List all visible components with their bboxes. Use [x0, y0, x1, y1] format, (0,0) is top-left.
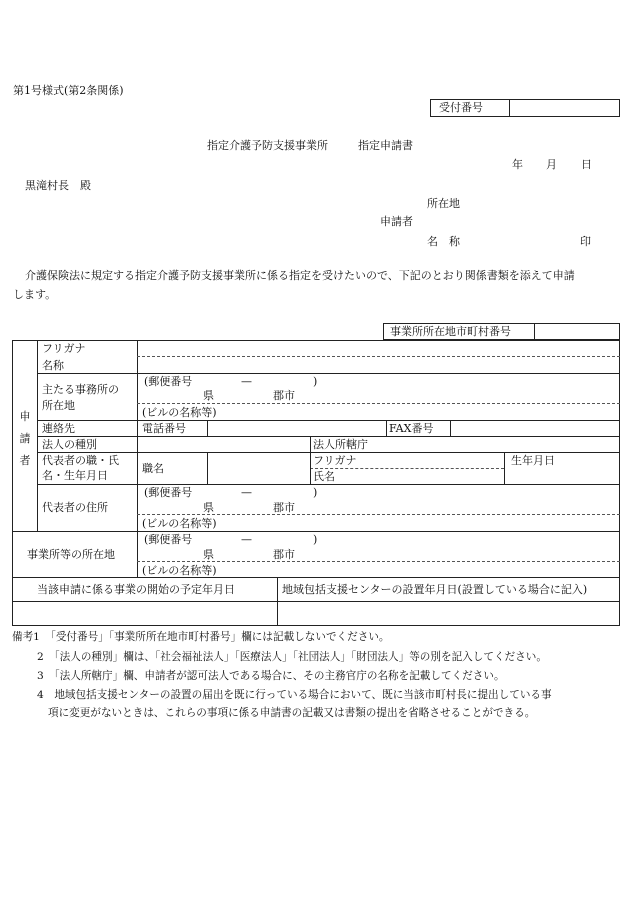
corp-divider [310, 436, 311, 452]
office-muni-divider [534, 323, 535, 340]
rep-birthdate-field[interactable] [506, 469, 619, 483]
corp-type-label: 法人の種別 [42, 438, 97, 451]
applicant-char-1: 申 [19, 410, 31, 423]
main-postal: (郵便番号 [144, 375, 193, 388]
note-1: 備考1 「受付番号」「事業所所在地市町村番号」欄には記載しないでください。 [12, 631, 390, 643]
corp-name-label: 名称 [42, 359, 64, 372]
office-location-label: 事業所等の所在地 [27, 548, 115, 561]
main-building: (ビルの名称等) [142, 406, 217, 419]
corp-type-field[interactable] [139, 437, 309, 451]
rep-postal-dash: — [241, 486, 252, 499]
rep-building: (ビルの名称等) [142, 517, 217, 530]
start-date-label: 当該申請に係る事業の開始の予定年月日 [37, 583, 235, 596]
start-date-field[interactable] [13, 602, 276, 625]
row-line [37, 452, 620, 453]
receipt-number-label: 受付番号 [439, 101, 483, 114]
document-title: 指定介護予防支援事業所 [207, 139, 328, 152]
rep-address-label: 代表者の住所 [42, 501, 108, 514]
office-postal: (郵便番号 [144, 533, 193, 546]
center-date-field[interactable] [278, 602, 619, 625]
note-4: 4 地域包括支援センターの設置の届出を既に行っている場合において、既に当該市町村長に提出している事 [37, 689, 552, 701]
rep-county: 郡市 [273, 501, 295, 514]
rep-postal: (郵便番号 [144, 486, 193, 499]
rep-label-2: 名・生年月日 [42, 469, 108, 482]
note-4-cont: 項に変更がないときは、これらの事項に係る申請書の記載又は書類の提出を省略させることができる。 [48, 707, 536, 719]
rep-name-label: 氏名 [313, 470, 335, 483]
intro-line-1: 介護保険法に規定する指定介護予防支援事業所に係る指定を受けたいので、下記のとおり関係書類を添えて申請 [25, 269, 575, 282]
rep-furigana-label: フリガナ [313, 454, 357, 467]
office-pref: 県 [203, 548, 214, 561]
seal-mark: 印 [580, 235, 591, 248]
main-postal-close: ) [313, 375, 318, 388]
main-pref: 県 [203, 389, 214, 402]
office-building: (ビルの名称等) [142, 564, 217, 577]
office-muni-label: 事業所所在地市町村番号 [390, 325, 511, 338]
document-title-suffix: 指定申請書 [358, 139, 413, 152]
main-office-label-1: 主たる事務所の [42, 383, 119, 396]
furigana-label: フリガナ [42, 342, 86, 355]
title-divider [207, 452, 208, 484]
form-number: 第1号様式(第2条関係) [13, 84, 124, 97]
applicant-char-3: 者 [19, 454, 31, 467]
date-year: 年 [512, 158, 523, 171]
row-line [37, 373, 620, 374]
name-label: 名 称 [427, 235, 460, 248]
corp-name-field[interactable] [139, 358, 619, 372]
office-postal-dash: — [241, 533, 252, 546]
rep-title-label: 職名 [142, 462, 164, 475]
rep-postal-close: ) [313, 486, 318, 499]
rep-birthdate-label: 生年月日 [511, 454, 555, 467]
fax-field[interactable] [452, 421, 619, 435]
rep-name-dash [310, 468, 504, 469]
receipt-divider [509, 99, 510, 117]
main-office-label-2: 所在地 [42, 399, 75, 412]
intro-line-2: します。 [13, 288, 57, 301]
label-col-line [137, 340, 138, 577]
rep-title-field[interactable] [209, 453, 309, 483]
receipt-number-field[interactable] [512, 100, 618, 116]
date-month: 月 [546, 158, 557, 171]
corp-authority-label: 法人所轄庁 [313, 438, 368, 451]
fax-divider [450, 420, 451, 436]
rep-address-dash [137, 514, 620, 515]
birthdate-divider [504, 452, 505, 484]
rep-pref: 県 [203, 501, 214, 514]
center-date-label: 地域包括支援センターの設置年月日(設置している場合に記入) [282, 583, 588, 596]
corp-authority-field[interactable] [388, 437, 619, 451]
fax-label: FAX番号 [389, 422, 434, 435]
main-office-dash [137, 403, 620, 404]
row-line [12, 531, 620, 532]
office-postal-close: ) [313, 533, 318, 546]
note-2: 2 「法人の種別」欄は、「社会福祉法人」「医療法人」「社団法人」「財団法人」等の別を記入してください。 [37, 651, 547, 663]
applicant-char-2: 請 [19, 432, 31, 445]
office-muni-field[interactable] [536, 324, 618, 339]
row-line [37, 484, 620, 485]
row-line [12, 577, 620, 578]
office-county: 郡市 [273, 548, 295, 561]
name-divider [310, 452, 311, 484]
phone-field[interactable] [209, 421, 385, 435]
furigana-dash [137, 356, 620, 357]
phone-label: 電話番号 [142, 422, 186, 435]
office-location-dash [137, 561, 620, 562]
rep-label-1: 代表者の職・氏 [42, 454, 119, 467]
phone-divider [207, 420, 208, 436]
contact-label: 連絡先 [42, 422, 75, 435]
fax-label-divider [386, 420, 387, 436]
note-3: 3 「法人所轄庁」欄、申請者が認可法人である場合に、その主務官庁の名称を記載してください。 [37, 670, 505, 682]
location-label: 所在地 [427, 197, 460, 210]
main-county: 郡市 [273, 389, 295, 402]
date-day: 日 [581, 158, 592, 171]
main-postal-dash: — [241, 375, 252, 388]
addressee: 黒滝村長 殿 [25, 179, 91, 192]
applicant-label: 申請者 [380, 215, 413, 228]
